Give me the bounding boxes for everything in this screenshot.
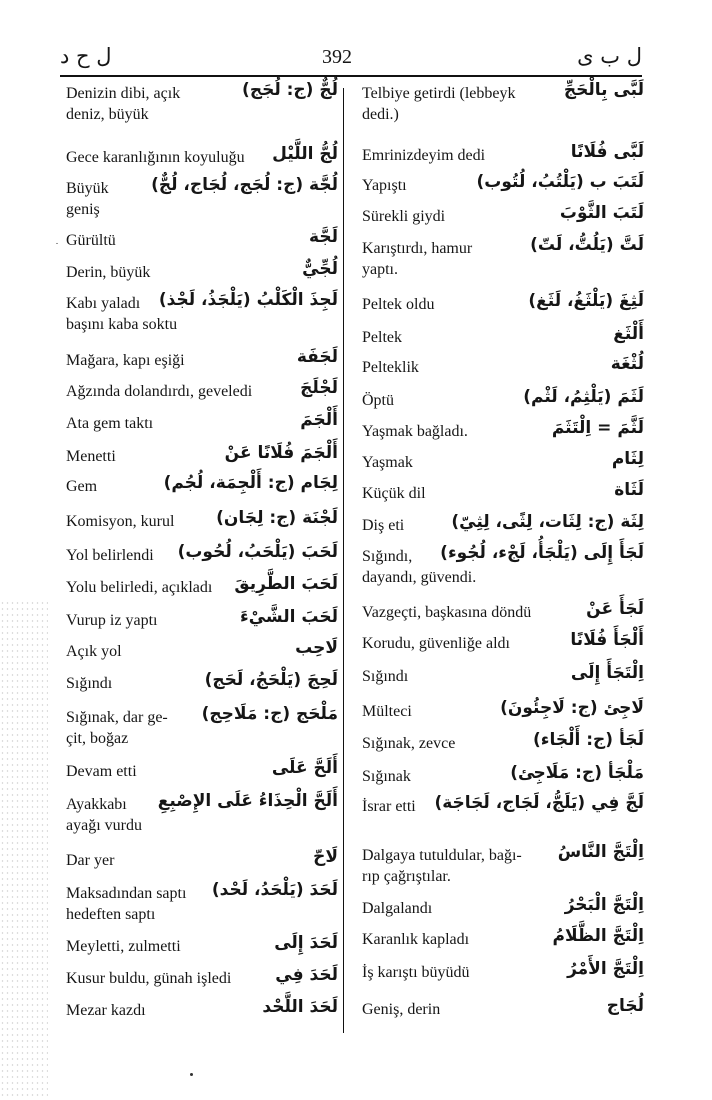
arabic-headword: أَلْجَمَ [300, 410, 338, 430]
turkish-definition-continued: deniz, büyük [66, 106, 149, 123]
dictionary-entry [362, 663, 644, 687]
dictionary-entry [66, 473, 338, 497]
arabic-headword: اِلْتَجَّ الْبَحْرُ [564, 895, 644, 915]
turkish-definition: İş karıştı büyüdü [362, 964, 470, 981]
arabic-headword: اِلْتَجَّ الظَّلَامُ [552, 926, 644, 946]
dictionary-entry [66, 227, 338, 251]
dictionary-entry [362, 543, 644, 588]
dictionary-entry [362, 842, 644, 887]
turkish-definition: Sürekli giydi [362, 208, 446, 225]
turkish-definition: Küçük dil [362, 485, 426, 502]
page-header [60, 44, 642, 74]
arabic-headword: أَلَحَّ الْحِذَاءُ عَلَى الإِصْبِعِ [157, 791, 338, 811]
turkish-definition: Sığındı [362, 668, 409, 685]
dictionary-entry [66, 638, 338, 662]
dictionary-entry [362, 996, 644, 1020]
dictionary-entry [66, 997, 338, 1021]
dictionary-entry [362, 354, 644, 378]
turkish-definition: Gürültü [66, 232, 116, 249]
dictionary-entry [66, 443, 338, 467]
dictionary-entry [362, 763, 644, 787]
scan-dot [190, 1073, 193, 1076]
dictionary-entry [66, 378, 338, 402]
turkish-definition: Dalgalandı [362, 900, 433, 917]
arabic-headword: لَحَبَ الشَّيْءَ [240, 607, 338, 627]
turkish-definition: Yolu belirledi, açıkladı [66, 579, 213, 596]
arabic-headword: أَلْجَمَ فُلَانًا عَنْ [224, 443, 338, 463]
arabic-headword: لِثَام [611, 449, 644, 469]
turkish-definition: Büyük [66, 180, 109, 197]
dictionary-entry [66, 508, 338, 532]
turkish-definition: İsrar etti [362, 798, 416, 815]
arabic-headword: لِجَام (ج: أَلْجِمَة، لُجُم) [163, 473, 338, 493]
dictionary-entry [362, 142, 644, 166]
turkish-definition: Ağzında dolandırdı, geveledi [66, 383, 253, 400]
dictionary-entry [66, 175, 338, 220]
arabic-headword: لَثِغَ (يَلْثَغُ، لَثَغ) [528, 291, 644, 311]
turkish-definition: Maksadından saptı [66, 885, 187, 902]
turkish-definition: Öptü [362, 392, 394, 409]
dictionary-entry [362, 599, 644, 623]
dictionary-entry [362, 895, 644, 919]
turkish-definition-continued: dayandı, güvendi. [362, 569, 477, 586]
arabic-headword: لَحَدَ إِلَى [274, 933, 338, 953]
arabic-headword: لَحَدَ (يَلْحَدُ، لَحْد) [211, 880, 338, 900]
turkish-definition: Ata gem taktı [66, 415, 154, 432]
turkish-definition: Mezar kazdı [66, 1002, 146, 1019]
dictionary-entry [66, 758, 338, 782]
turkish-definition: Yapıştı [362, 177, 407, 194]
arabic-headword: لَحَبَ (يَلْحَبُ، لُحُوب) [177, 542, 338, 562]
dictionary-entry [66, 259, 338, 283]
turkish-definition: Denizin dibi, açık [66, 85, 181, 102]
arabic-headword: اِلْتَجَأَ إِلَى [570, 663, 644, 683]
turkish-definition: Korudu, güvenliğe aldı [362, 635, 510, 652]
arabic-headword: لَتَّ (يَلُتُّ، لَتّ) [530, 235, 644, 255]
header-letters-left: ل ب ى [577, 44, 642, 68]
column-divider [343, 88, 344, 1033]
turkish-definition: Mağara, kapı eşiği [66, 352, 185, 369]
dictionary-entry [66, 880, 338, 925]
arabic-headword: لَجْلَجَ [300, 378, 338, 398]
arabic-headword: لَجِذَ الْكَلْبُ (يَلْجَذُ، لَجْذ) [158, 290, 338, 310]
turkish-definition-continued: dedi.) [362, 106, 399, 123]
dictionary-entry [362, 80, 644, 125]
arabic-headword: لَثَّمَ = اِلْتَثَمَ [551, 418, 644, 438]
header-rule [60, 75, 642, 77]
turkish-definition: Dalgaya tutuldular, bağı- [362, 847, 522, 864]
arabic-headword: لُثْغَة [610, 354, 644, 374]
turkish-definition: Vazgeçti, başkasına döndü [362, 604, 532, 621]
arabic-headword: اِلْتَجَّ النَّاسُ [557, 842, 644, 862]
dictionary-entry [66, 144, 338, 168]
dictionary-entry [362, 324, 644, 348]
arabic-headword: لَجَأ (ج: أَلْجَاء) [533, 730, 644, 750]
turkish-definition: Sığınak, zevce [362, 735, 456, 752]
arabic-headword: لُجُّ اللَّيْل [272, 144, 338, 164]
dictionary-entry [362, 512, 644, 536]
dictionary-entry [362, 630, 644, 654]
arabic-headword: مَلْجَأ (ج: مَلَاجِئ) [510, 763, 644, 783]
arabic-headword: أَلْجَأَ فُلَانًا [570, 630, 644, 650]
turkish-definition: Sığındı, [362, 548, 413, 565]
turkish-definition: Derin, büyük [66, 264, 151, 281]
arabic-headword: لَاجِئ (ج: لَاجِئُونَ) [500, 698, 644, 718]
arabic-headword: لَثَمَ (يَلْثِمُ، لَثْم) [523, 387, 644, 407]
page-number: 392 [322, 46, 352, 68]
arabic-headword: لَاحّ [313, 847, 338, 867]
turkish-definition-continued: rıp çağrıştılar. [362, 868, 451, 885]
arabic-headword: لَبَّى بِالْحَجِّ [563, 80, 644, 100]
turkish-definition: Kusur buldu, günah işledi [66, 970, 232, 987]
arabic-headword: لَاحِب [295, 638, 338, 658]
dictionary-entry [362, 793, 644, 817]
dictionary-entry [362, 235, 644, 280]
arabic-headword: لُجٌّ (ج: لُجَج) [242, 80, 338, 100]
dictionary-entry [66, 290, 338, 335]
dictionary-entry [66, 791, 338, 836]
turkish-definition-continued: başını kaba soktu [66, 316, 178, 333]
arabic-headword: لَحَبَ الطَّرِيقَ [234, 574, 338, 594]
turkish-definition: Devam etti [66, 763, 137, 780]
turkish-definition: Kabı yaladı [66, 295, 141, 312]
turkish-definition: Diş eti [362, 517, 405, 534]
turkish-definition: Açık yol [66, 643, 122, 660]
arabic-headword: لَتَبَ الثَّوْبَ [559, 203, 644, 223]
dictionary-entry [362, 926, 644, 950]
arabic-headword: أَلْثَغ [613, 324, 644, 344]
arabic-headword: لِثَة (ج: لِثَات، لِثًى، لِثِيّ) [451, 512, 644, 532]
arabic-headword: لَحِجَ (يَلْحَجُ، لَحَج) [204, 670, 338, 690]
dictionary-entry [66, 607, 338, 631]
arabic-headword: لَحَدَ اللَّحْد [262, 997, 338, 1017]
dictionary-entry [66, 965, 338, 989]
turkish-definition: Karanlık kapladı [362, 931, 470, 948]
turkish-definition-continued: çit, boğaz [66, 730, 129, 747]
turkish-definition: Karıştırdı, hamur [362, 240, 473, 257]
turkish-definition-continued: hedeften saptı [66, 906, 156, 923]
dictionary-entry [66, 847, 338, 871]
turkish-definition: Mülteci [362, 703, 412, 720]
dictionary-entry [362, 418, 644, 442]
dictionary-entry [362, 959, 644, 983]
dictionary-entry [362, 730, 644, 754]
dictionary-entry [66, 704, 338, 749]
arabic-headword: مَلْحَج (ج: مَلَاحِج) [201, 704, 338, 724]
turkish-definition: Menetti [66, 448, 116, 465]
arabic-headword: لَبَّى فُلَانًا [570, 142, 644, 162]
arabic-headword: لَجَفَة [296, 347, 338, 367]
dictionary-entry [362, 387, 644, 411]
dictionary-entry [66, 574, 338, 598]
turkish-definition-continued: yaptı. [362, 261, 398, 278]
turkish-definition: Geniş, derin [362, 1001, 441, 1018]
turkish-definition: Yol belirlendi [66, 547, 154, 564]
arabic-headword: لَجَأَ عَنْ [586, 599, 644, 619]
dictionary-entry [66, 542, 338, 566]
dictionary-entry [362, 698, 644, 722]
turkish-definition: Gece karanlığının koyuluğu [66, 149, 245, 166]
arabic-headword: اِلْتَجَّ الأَمْرُ [567, 959, 644, 979]
turkish-definition: Komisyon, kurul [66, 513, 175, 530]
arabic-headword: لَثَاة [614, 480, 644, 500]
turkish-definition: Sığınak, dar ge- [66, 709, 168, 726]
arabic-headword: لَجَّة [309, 227, 338, 247]
turkish-definition: Telbiye getirdi (lebbeyk [362, 85, 516, 102]
turkish-definition: Sığınak [362, 768, 411, 785]
turkish-definition: Yaşmak bağladı. [362, 423, 468, 440]
header-letters-right: ل ح د [60, 44, 112, 68]
turkish-definition: Emrinizdeyim dedi [362, 147, 486, 164]
dictionary-entry [362, 172, 644, 196]
turkish-definition: Meyletti, zulmetti [66, 938, 181, 955]
dictionary-entry [66, 933, 338, 957]
turkish-definition-continued: geniş [66, 201, 100, 218]
turkish-definition: Ayakkabı [66, 796, 127, 813]
turkish-definition: Gem [66, 478, 98, 495]
dictionary-entry [66, 410, 338, 434]
dictionary-entry [362, 291, 644, 315]
scan-speckle [0, 600, 48, 1100]
arabic-headword: لَجَأَ إِلَى (يَلْجَأُ، لَجْء، لُجُوء) [440, 543, 644, 563]
arabic-headword: لَجَّ فِي (يَلَجُّ، لَجَاج، لَجَاجَة) [434, 793, 644, 813]
dictionary-entry [66, 80, 338, 125]
arabic-headword: أَلَحَّ عَلَى [271, 758, 338, 778]
arabic-headword: لُجَّة (ج: لُجَج، لُجَاج، لُجٌّ) [151, 175, 338, 195]
turkish-definition: Pelteklik [362, 359, 419, 376]
turkish-definition: Peltek [362, 329, 402, 346]
dictionary-entry [362, 480, 644, 504]
arabic-headword: لَتَبَ ب (يَلْتُبُ، لُتُوب) [476, 172, 644, 192]
arabic-headword: لُجَاج [606, 996, 644, 1016]
turkish-definition: Dar yer [66, 852, 115, 869]
arabic-headword: لُجِّيٌّ [302, 259, 338, 279]
arabic-headword: لَحَدَ فِي [275, 965, 338, 985]
turkish-definition: Vurup iz yaptı [66, 612, 158, 629]
dictionary-entry [66, 670, 338, 694]
dictionary-entry [66, 347, 338, 371]
turkish-definition: Peltek oldu [362, 296, 435, 313]
turkish-definition: Yaşmak [362, 454, 413, 471]
turkish-definition: Sığındı [66, 675, 113, 692]
dictionary-entry [362, 203, 644, 227]
arabic-headword: لَجْنَة (ج: لِجَان) [216, 508, 338, 528]
dictionary-entry [362, 449, 644, 473]
turkish-definition-continued: ayağı vurdu [66, 817, 142, 834]
